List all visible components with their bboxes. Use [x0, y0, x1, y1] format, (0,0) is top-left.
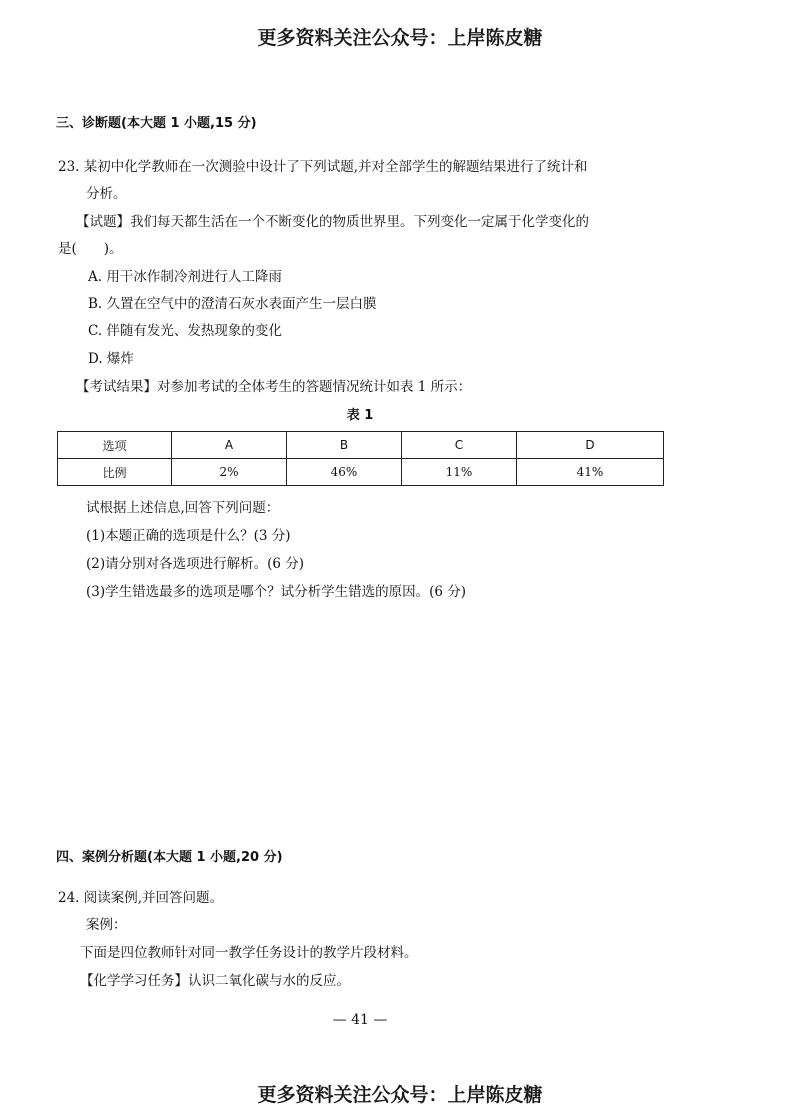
answer-prompt: 试根据上述信息,回答下列问题： — [86, 500, 280, 516]
table-cell: 比例 — [58, 459, 172, 486]
question-23-stem-cont: 分析。 — [86, 186, 127, 202]
watermark-banner-top: 更多资料关注公众号：上岸陈皮糖 — [257, 27, 543, 49]
learning-task-line: 【化学学习任务】认识二氧化碳与水的反应。 — [80, 973, 350, 989]
option-d: D. 爆炸 — [88, 351, 134, 367]
table-header-cell: D — [517, 432, 664, 459]
option-a: A. 用干冰作制冷剂进行人工降雨 — [88, 269, 282, 285]
sub-question-2: (2)请分别对各选项进行解析。(6 分) — [86, 556, 305, 572]
test-item-line2: 是( )。 — [58, 241, 123, 257]
question-23-stem: 23. 某初中化学教师在一次测验中设计了下列试题,并对全部学生的解题结果进行了统计和 — [58, 159, 588, 175]
table-cell: 41% — [517, 459, 664, 486]
case-line: 下面是四位教师针对同一教学任务设计的教学片段材料。 — [80, 945, 418, 961]
section-4-title: 四、案例分析题(本大题 1 小题,20 分) — [56, 850, 283, 865]
table-header-cell: C — [402, 432, 517, 459]
table-title: 表 1 — [346, 408, 374, 423]
table-cell: 46% — [287, 459, 402, 486]
sub-question-3: (3)学生错选最多的选项是哪个？试分析学生错选的原因。(6 分) — [86, 584, 467, 600]
case-label: 案例： — [86, 917, 127, 933]
result-table — [57, 431, 664, 486]
table-row — [58, 459, 664, 486]
option-b: B. 久置在空气中的澄清石灰水表面产生一层白膜 — [88, 296, 377, 312]
table-header-cell: A — [172, 432, 287, 459]
table-header-cell: 选项 — [58, 432, 172, 459]
question-24-stem: 24. 阅读案例,并回答问题。 — [58, 890, 224, 906]
exam-result-line: 【考试结果】对参加考试的全体考生的答题情况统计如表 1 所示： — [76, 379, 472, 395]
table-cell: 11% — [402, 459, 517, 486]
test-item-line1: 【试题】我们每天都生活在一个不断变化的物质世界里。下列变化一定属于化学变化的 — [76, 214, 589, 230]
sub-question-1: (1)本题正确的选项是什么？(3 分) — [86, 528, 291, 544]
table-cell: 2% — [172, 459, 287, 486]
watermark-banner-bottom: 更多资料关注公众号：上岸陈皮糖 — [257, 1084, 543, 1106]
section-3-title: 三、诊断题(本大题 1 小题,15 分) — [56, 116, 257, 131]
page-number: — 41 — — [332, 1012, 388, 1028]
table-header-cell: B — [287, 432, 402, 459]
option-c: C. 伴随有发光、发热现象的变化 — [88, 323, 282, 339]
table-header-row — [58, 432, 664, 459]
